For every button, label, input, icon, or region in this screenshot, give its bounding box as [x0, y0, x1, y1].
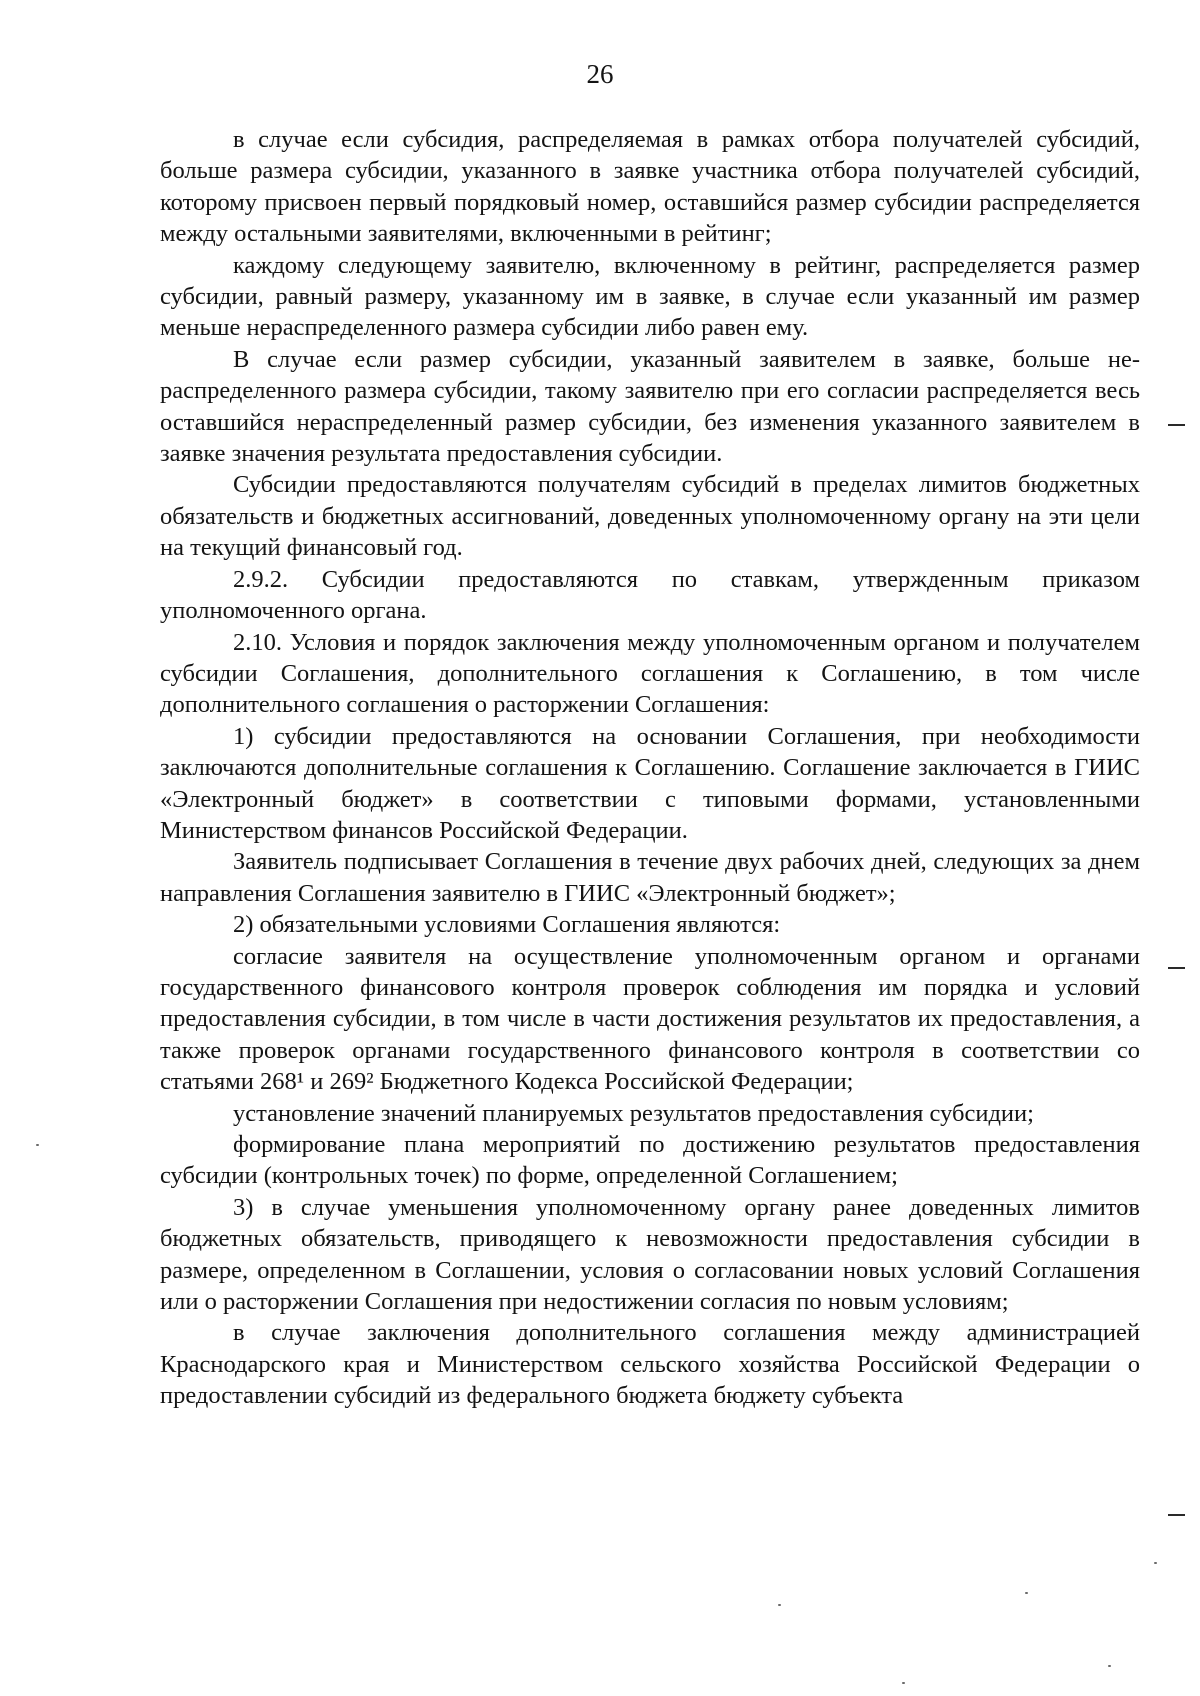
paragraph: 3) в случае уменьшения уполномоченному органу ранее доведенных лимитов бюджетных обязательств, приводящего к невозможности предоставления субсидии в размере, определенном в Соглашении, условия о согласовании новых условий Соглашения или о расторжении Соглашения при недостижении согласия по новым условиям; — [160, 1193, 1140, 1316]
paragraph: 2) обязательными условиями Соглашения являются: — [233, 911, 781, 939]
scan-speck — [1154, 1562, 1157, 1564]
paragraph: в случае если субсидия, распределяемая в рамках отбора получателей субсидий, больше размера субсидии, указанного в заявке участника отбора получателей субсидий, которому присвоен первый порядковый номер, оставшийся размер субсидии распределяется между остальными заявителями, включенными в рейтинг; — [160, 126, 1140, 248]
scan-speck — [778, 1604, 781, 1606]
paragraph: формирование плана мероприятий по достижению результатов предоставления субсидии (контрольных точек) по форме, определенной Соглашением; — [160, 1131, 1140, 1190]
paragraph: каждому следующему заявителю, включенному в рейтинг, распределяется размер субсидии, равный размеру, указанному им в заявке, в случае если указанный им размер меньше нераспределенного размера субсидии либо равен ему. — [160, 251, 1140, 342]
scan-speck — [1108, 1665, 1111, 1667]
scan-speck — [902, 1682, 905, 1684]
document-body — [160, 124, 1140, 1412]
margin-mark — [1168, 424, 1185, 426]
scan-speck — [36, 1144, 39, 1146]
paragraph: установление значений планируемых результатов предоставления субсидии; — [233, 1099, 1034, 1127]
paragraph: в случае заключения дополнительного соглашения между администрацией Краснодарского края и Министерством сельского хозяйства Российской Федерации о предоставлении субсидий из федерального бюджета бюджету субъекта — [160, 1319, 1140, 1410]
page-number: 26 — [586, 59, 614, 89]
scan-speck — [1025, 1592, 1028, 1594]
margin-mark — [1168, 967, 1185, 969]
paragraph: Субсидии предоставляются получателям субсидий в пределах лимитов бюджетных обязательств и бюджетных ассигнований, доведенных уполномоченному органу на эти цели на текущий финансовый год. — [160, 471, 1140, 562]
paragraph: 1) субсидии предоставляются на основании Соглашения, при необходимости заключаются дополнительные соглашения к Соглашению. Соглашение заключается в ГИИС «Электронный бюджет» в соответствии с типовыми формами, установленными Министерством финансов Российской Федерации. — [160, 722, 1140, 844]
paragraph: В случае если размер субсидии, указанный заявителем в заявке, больше нераспределенного размера субсидии, такому заявителю при его согласии распределяется весь оставшийся нераспределенный размер субсидии, без изменения указанного заявителем в заявке значения результата предоставления субсидии. — [160, 345, 1140, 468]
paragraph: 2.10. Условия и порядок заключения между уполномоченным органом и получателем субсидии Соглашения, дополнительного соглашения к Соглашению, в том числе дополнительного соглашения о расторжении Соглашения: — [160, 628, 1140, 719]
margin-mark — [1168, 1514, 1185, 1516]
paragraph: 2.9.2. Субсидии предоставляются по ставкам, утвержденным приказом уполномоченного органа. — [160, 565, 1140, 625]
paragraph: Заявитель подписывает Соглашения в течение двух рабочих дней, следующих за днем направления Соглашения заявителю в ГИИС «Электронный бюджет»; — [160, 848, 1140, 907]
paragraph: согласие заявителя на осуществление уполномоченным органом и органами государственного финансового контроля проверок соблюдения им порядка и условий предоставления субсидии, в том числе в части достижения результатов их предоставления, а также проверок органами государственного финансового контроля в соответствии со статьями 268¹ и 269² Бюджетного Кодекса Российской Федерации; — [160, 942, 1140, 1096]
